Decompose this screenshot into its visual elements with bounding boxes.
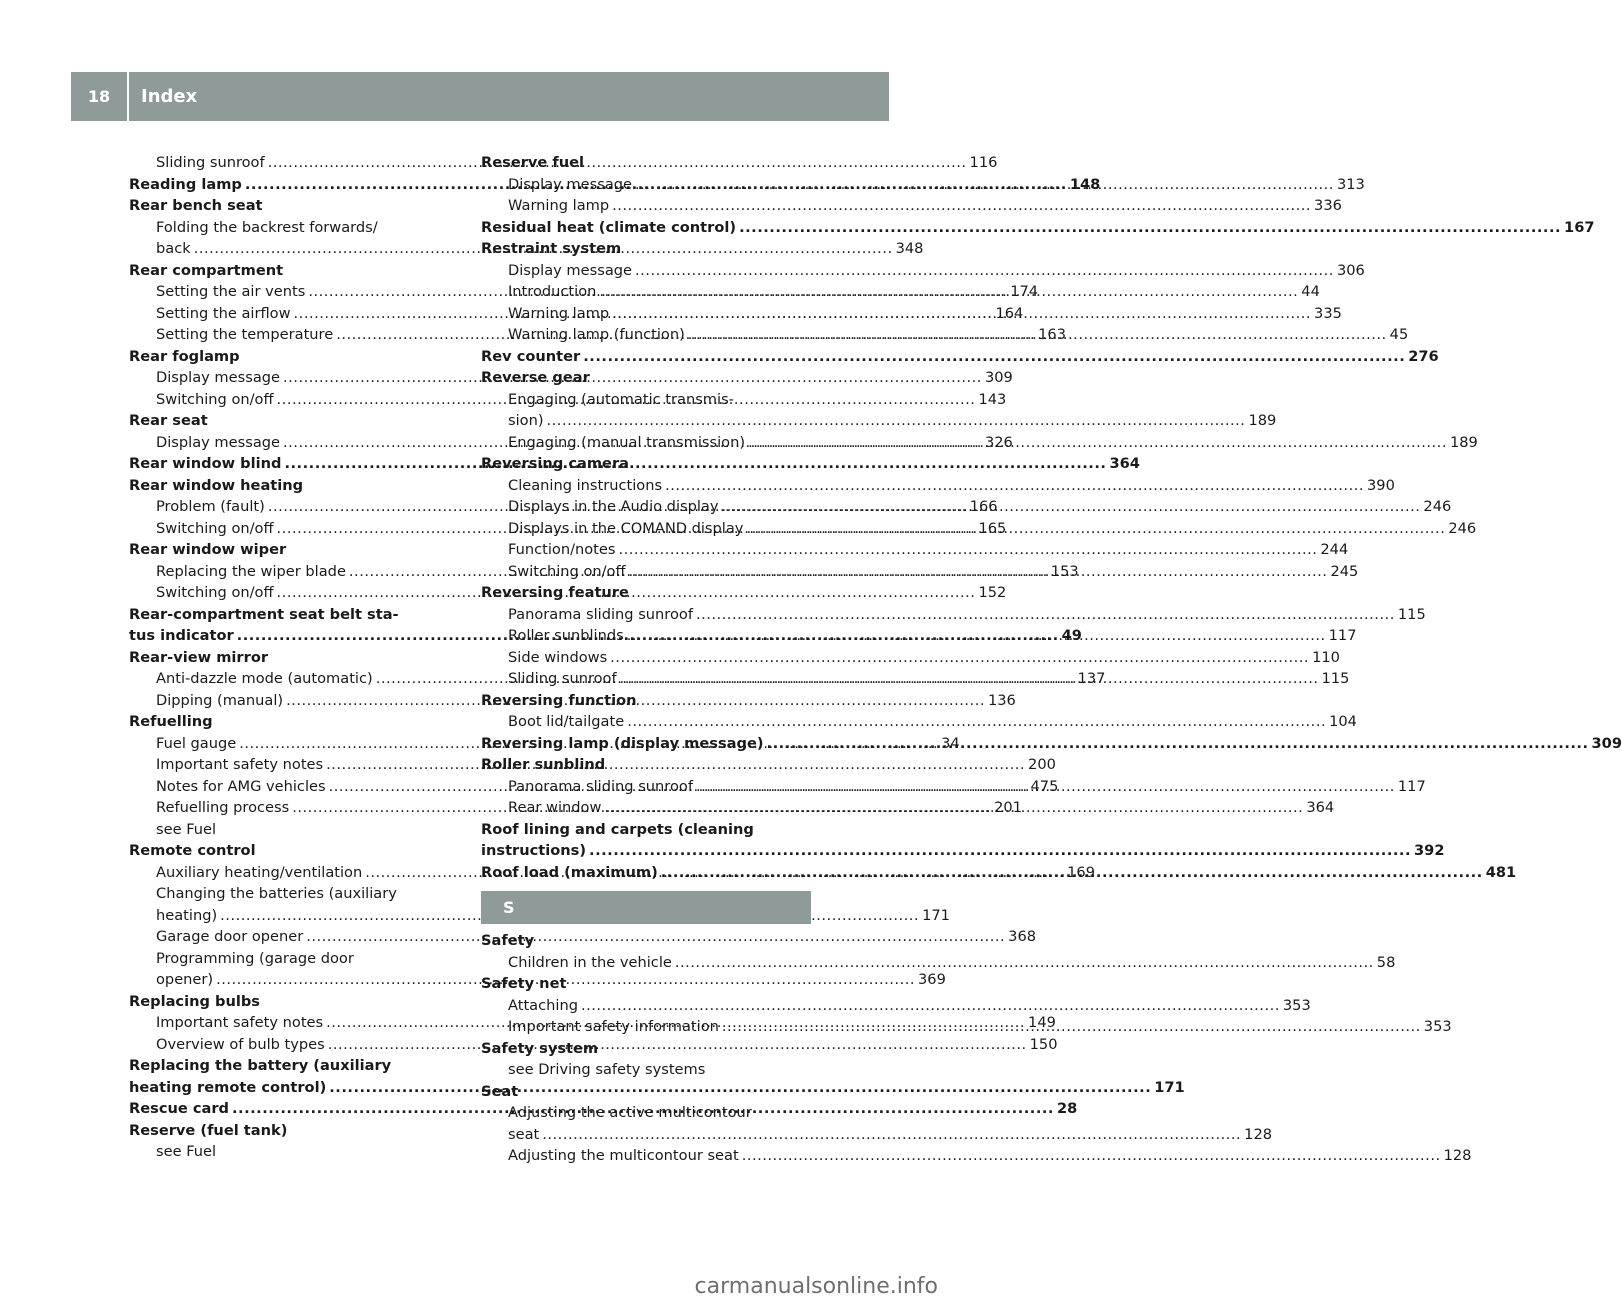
index-subentry bbox=[129, 819, 459, 841]
entry-text: Warning lamp bbox=[508, 304, 610, 322]
index-subentry bbox=[481, 260, 1365, 282]
index-subentry bbox=[481, 647, 1340, 669]
entry-text: Folding the backrest forwards/ bbox=[156, 218, 378, 236]
entry-text: Sliding sunroof bbox=[508, 670, 617, 687]
page-reference[interactable]: 369 bbox=[918, 971, 946, 988]
index-subentry bbox=[481, 1102, 811, 1124]
entry-text: Programming (garage door bbox=[156, 949, 354, 967]
leader-dots bbox=[542, 1124, 1241, 1146]
page-header bbox=[71, 72, 889, 121]
index-entry bbox=[129, 711, 459, 733]
page-reference[interactable]: 153 bbox=[1050, 562, 1079, 580]
entry-text: Seat bbox=[481, 1082, 519, 1100]
page-reference[interactable]: 44 bbox=[1301, 283, 1320, 300]
index-entry bbox=[481, 453, 811, 475]
index-subentry bbox=[481, 1059, 811, 1081]
leader-dots bbox=[661, 862, 1483, 884]
entry-text: Overview of bulb types bbox=[156, 1035, 325, 1053]
page-reference[interactable]: 136 bbox=[987, 691, 1016, 709]
leader-dots bbox=[746, 518, 1445, 540]
page-reference[interactable]: 167 bbox=[1564, 218, 1595, 236]
page-reference[interactable]: 326 bbox=[984, 433, 1013, 451]
entry-text: Adjusting the active multicontour bbox=[508, 1104, 752, 1121]
page-reference[interactable]: 200 bbox=[1028, 756, 1056, 773]
leader-dots bbox=[627, 625, 1326, 647]
page-reference[interactable]: 189 bbox=[1449, 433, 1478, 451]
entry-text: Reversing camera bbox=[481, 455, 629, 472]
index-entry bbox=[129, 475, 459, 497]
entry-text: Residual heat (climate control) bbox=[481, 218, 737, 236]
entry-text: Remote control bbox=[129, 842, 256, 859]
leader-dots bbox=[604, 797, 1303, 819]
leader-dots bbox=[599, 281, 1298, 303]
page-reference[interactable]: 117 bbox=[1397, 777, 1426, 795]
entry-text: Setting the temperature bbox=[156, 326, 334, 343]
entry-text: Important safety notes bbox=[156, 1014, 324, 1031]
page-number: 18 bbox=[87, 87, 111, 106]
page-reference[interactable]: 115 bbox=[1397, 605, 1426, 623]
entry-text: Side windows bbox=[508, 648, 608, 666]
index-subentry bbox=[481, 711, 1357, 733]
entry-text: Panorama sliding sunroof bbox=[508, 777, 693, 795]
entry-text: Reading lamp bbox=[129, 175, 242, 193]
entry-text: Displays in the COMAND display bbox=[508, 519, 744, 537]
entry-text: Rear-view mirror bbox=[129, 648, 269, 666]
leader-dots bbox=[635, 174, 1334, 196]
entry-text: instructions) bbox=[481, 842, 587, 859]
index-entry bbox=[481, 840, 1445, 862]
index-subentry bbox=[481, 1124, 1273, 1146]
entry-text: Displays in the Audio display bbox=[508, 498, 719, 515]
entry-text: Switching on/off bbox=[156, 584, 274, 601]
index-entry bbox=[481, 367, 811, 389]
page-reference[interactable]: 336 bbox=[1314, 197, 1342, 214]
entry-text: Display message bbox=[508, 175, 633, 193]
index-subentry bbox=[481, 1145, 1472, 1167]
page-reference[interactable]: 189 bbox=[1248, 412, 1277, 429]
entry-text: see Fuel bbox=[156, 1143, 217, 1160]
index-entry bbox=[129, 604, 459, 626]
page-reference[interactable]: 245 bbox=[1330, 562, 1359, 580]
index-entry bbox=[481, 1081, 811, 1103]
entry-text: Setting the airflow bbox=[156, 304, 291, 322]
index-entry bbox=[481, 973, 811, 995]
leader-dots bbox=[627, 711, 1326, 733]
index-subentry bbox=[481, 539, 1349, 561]
section-letter-header: S bbox=[481, 891, 811, 924]
entry-text: Adjusting the multicontour seat bbox=[508, 1147, 739, 1164]
page-reference[interactable]: 165 bbox=[978, 519, 1007, 537]
entry-text: Dipping (manual) bbox=[156, 691, 284, 709]
leader-dots bbox=[688, 324, 1387, 346]
entry-text: Function/notes bbox=[508, 541, 616, 558]
entry-text: Replacing the battery (auxiliary bbox=[129, 1057, 392, 1074]
index-subentry bbox=[129, 217, 459, 239]
entry-text: Reversing function bbox=[481, 691, 637, 709]
entry-text: Important safety notes bbox=[156, 756, 324, 773]
entry-text: Display message bbox=[156, 369, 281, 386]
page-reference[interactable]: 149 bbox=[1028, 1014, 1056, 1031]
page-title: Index bbox=[141, 86, 198, 107]
index-entry bbox=[481, 238, 811, 260]
page-reference[interactable]: 353 bbox=[1423, 1018, 1452, 1035]
page-reference[interactable]: 58 bbox=[1376, 953, 1396, 971]
page-reference[interactable]: 128 bbox=[1443, 1147, 1472, 1164]
index-entry bbox=[129, 991, 459, 1013]
entry-text: Switching on/off bbox=[156, 519, 274, 537]
page-reference[interactable]: 244 bbox=[1320, 541, 1349, 558]
index-subentry bbox=[481, 952, 1396, 974]
entry-text: Garage door opener bbox=[156, 928, 304, 945]
page-reference[interactable]: 152 bbox=[978, 584, 1007, 601]
page-reference[interactable]: 309 bbox=[984, 369, 1013, 386]
index-subentry bbox=[129, 905, 950, 927]
page-reference[interactable]: 49 bbox=[1061, 627, 1082, 644]
page-reference[interactable]: 364 bbox=[1109, 455, 1140, 472]
index-entry bbox=[481, 819, 811, 841]
page-reference[interactable]: 246 bbox=[1448, 519, 1477, 537]
page-reference[interactable]: 201 bbox=[994, 799, 1022, 816]
index-entry bbox=[481, 217, 1595, 239]
entry-text: Replacing bulbs bbox=[129, 992, 260, 1010]
entry-text: tus indicator bbox=[129, 627, 234, 644]
entry-text: see Driving safety systems bbox=[508, 1061, 706, 1078]
entry-text: Refuelling bbox=[129, 713, 213, 730]
index-entry bbox=[481, 582, 811, 604]
page-reference[interactable]: 104 bbox=[1329, 713, 1357, 730]
leader-dots bbox=[767, 733, 1589, 755]
index-entry bbox=[129, 539, 459, 561]
page-reference[interactable]: 128 bbox=[1244, 1125, 1273, 1143]
leader-dots bbox=[612, 195, 1311, 217]
entry-text: Switching on/off bbox=[508, 562, 626, 580]
entry-text: Rear window heating bbox=[129, 476, 304, 494]
entry-text: Sliding sunroof bbox=[156, 154, 265, 171]
entry-text: Safety bbox=[481, 932, 535, 949]
index-subentry bbox=[481, 389, 811, 411]
entry-text: Replacing the wiper blade bbox=[156, 562, 346, 580]
page-reference[interactable]: 143 bbox=[978, 390, 1007, 408]
page-reference[interactable]: 150 bbox=[1029, 1035, 1058, 1053]
index-entry bbox=[129, 260, 459, 282]
page-reference[interactable]: 117 bbox=[1328, 627, 1357, 644]
entry-text: Reversing lamp (display message) bbox=[481, 734, 764, 752]
page-reference[interactable]: 45 bbox=[1389, 326, 1409, 343]
leader-dots bbox=[722, 1016, 1421, 1038]
index-entry bbox=[129, 410, 459, 432]
leader-dots bbox=[618, 539, 1317, 561]
leader-dots bbox=[739, 217, 1561, 239]
page-reference[interactable]: 390 bbox=[1367, 476, 1395, 494]
leader-dots bbox=[589, 840, 1411, 862]
index-subentry bbox=[129, 948, 459, 970]
page-reference[interactable]: 110 bbox=[1312, 648, 1340, 666]
page-reference[interactable]: 481 bbox=[1485, 863, 1517, 881]
leader-dots bbox=[696, 776, 1395, 798]
index-subentry bbox=[481, 604, 1426, 626]
page-reference[interactable]: 171 bbox=[922, 906, 950, 924]
index-entry bbox=[129, 346, 459, 368]
entry-text: Roof lining and carpets (cleaning bbox=[481, 820, 754, 838]
leader-dots bbox=[742, 1145, 1441, 1167]
page-reference[interactable]: 276 bbox=[1408, 347, 1439, 365]
entry-text: Restraint system bbox=[481, 240, 622, 257]
index-entry bbox=[481, 930, 811, 952]
page-reference[interactable]: 353 bbox=[1282, 996, 1311, 1014]
page-reference[interactable]: 368 bbox=[1008, 928, 1037, 945]
index-entry bbox=[129, 1055, 459, 1077]
page-reference[interactable]: 335 bbox=[1314, 304, 1342, 322]
index-subentry bbox=[481, 995, 1311, 1017]
entry-text: Reverse gear bbox=[481, 369, 590, 386]
leader-dots bbox=[629, 561, 1328, 583]
entry-text: Changing the batteries (auxiliary bbox=[156, 885, 397, 902]
entry-text: Roller sunblinds bbox=[508, 627, 624, 644]
page-reference[interactable]: 163 bbox=[1038, 326, 1066, 343]
leader-dots bbox=[665, 475, 1364, 497]
leader-dots bbox=[610, 647, 1309, 669]
index-entry bbox=[129, 195, 459, 217]
page-reference[interactable]: 169 bbox=[1067, 863, 1095, 881]
entry-text: Problem (fault) bbox=[156, 498, 265, 515]
page-reference[interactable]: 137 bbox=[1077, 670, 1106, 687]
page-reference[interactable]: 28 bbox=[1056, 1100, 1078, 1117]
index-entry bbox=[129, 840, 459, 862]
entry-text: Notes for AMG vehicles bbox=[156, 777, 326, 795]
page-reference[interactable]: 174 bbox=[1010, 283, 1039, 300]
entry-text: Children in the vehicle bbox=[508, 953, 672, 971]
entry-text: Anti-dazzle mode (automatic) bbox=[156, 670, 373, 687]
entry-text: sion) bbox=[508, 412, 544, 429]
index-entry bbox=[481, 346, 1439, 368]
entry-text: Introduction bbox=[508, 283, 597, 300]
entry-text: Roller sunblind bbox=[481, 756, 606, 773]
entry-text: Attaching bbox=[508, 996, 578, 1014]
page-reference[interactable]: 166 bbox=[969, 498, 998, 515]
leader-dots bbox=[675, 952, 1374, 974]
page-reference[interactable]: 116 bbox=[969, 154, 998, 171]
leader-dots bbox=[696, 604, 1395, 626]
entry-text: Rear foglamp bbox=[129, 347, 240, 365]
entry-text: Rear bench seat bbox=[129, 197, 263, 214]
leader-dots bbox=[547, 410, 1246, 432]
index-entry bbox=[129, 647, 459, 669]
entry-text: Display message bbox=[156, 433, 281, 451]
entry-text: Safety system bbox=[481, 1039, 599, 1057]
index-subentry bbox=[129, 1141, 459, 1163]
page-reference[interactable]: 306 bbox=[1336, 261, 1365, 279]
entry-text: Engaging (automatic transmis- bbox=[508, 390, 734, 408]
index-subentry bbox=[481, 410, 1277, 432]
page-reference[interactable]: 392 bbox=[1414, 842, 1445, 859]
entry-text: Rear window wiper bbox=[129, 541, 287, 558]
entry-text: heating) bbox=[156, 906, 218, 924]
leader-dots bbox=[612, 303, 1311, 325]
entry-text: seat bbox=[508, 1125, 540, 1143]
index-subentry bbox=[129, 883, 459, 905]
leader-dots bbox=[620, 668, 1319, 690]
entry-text: back bbox=[156, 240, 191, 257]
entry-text: Warning lamp bbox=[508, 197, 610, 214]
leader-dots bbox=[722, 496, 1421, 518]
entry-text: Reserve fuel bbox=[481, 154, 585, 171]
leader-dots bbox=[583, 346, 1405, 368]
index-entry bbox=[481, 754, 811, 776]
entry-text: Rear window blind bbox=[129, 455, 282, 472]
index-entry bbox=[129, 1120, 459, 1142]
entry-text: Engaging (manual transmission) bbox=[508, 433, 746, 451]
entry-text: Auxiliary heating/ventilation bbox=[156, 863, 363, 881]
entry-text: heating remote control) bbox=[129, 1078, 327, 1096]
entry-text: Setting the air vents bbox=[156, 283, 306, 300]
entry-text: Reserve (fuel tank) bbox=[129, 1121, 288, 1139]
entry-text: Switching on/off bbox=[156, 390, 274, 408]
entry-text: Rev counter bbox=[481, 347, 581, 365]
index-entry bbox=[481, 690, 811, 712]
entry-text: Rear seat bbox=[129, 412, 208, 429]
page-reference[interactable]: 313 bbox=[1336, 175, 1365, 193]
leader-dots bbox=[748, 432, 1447, 454]
page-reference[interactable]: 148 bbox=[1069, 175, 1101, 193]
page-reference[interactable]: 246 bbox=[1423, 498, 1452, 515]
leader-dots bbox=[581, 995, 1280, 1017]
entry-text: Reversing feature bbox=[481, 584, 629, 601]
entry-text: Warning lamp (function) bbox=[508, 326, 685, 343]
entry-text: Cleaning instructions bbox=[508, 476, 663, 494]
page-reference[interactable]: 348 bbox=[895, 240, 924, 257]
entry-text: Important safety information bbox=[508, 1018, 719, 1035]
entry-text: Fuel gauge bbox=[156, 734, 237, 752]
page-reference[interactable]: 309 bbox=[1591, 734, 1622, 752]
entry-text: Safety net bbox=[481, 975, 567, 992]
page-reference[interactable]: 475 bbox=[1030, 777, 1059, 795]
page-reference[interactable]: 364 bbox=[1306, 799, 1335, 816]
page-reference[interactable]: 34 bbox=[941, 734, 960, 752]
entry-text: Rear-compartment seat belt sta- bbox=[129, 605, 399, 623]
page-reference[interactable]: 115 bbox=[1321, 670, 1350, 687]
entry-text: Refuelling process bbox=[156, 799, 290, 816]
entry-text: Rescue card bbox=[129, 1100, 229, 1117]
entry-text: Boot lid/tailgate bbox=[508, 713, 625, 730]
watermark: carmanualsonline.info bbox=[694, 1274, 938, 1299]
header-divider bbox=[127, 72, 129, 121]
page-reference[interactable]: 171 bbox=[1154, 1078, 1185, 1096]
leader-dots bbox=[635, 260, 1334, 282]
entry-text: opener) bbox=[156, 971, 214, 988]
page-reference[interactable]: 164 bbox=[995, 304, 1024, 322]
entry-text: Rear compartment bbox=[129, 261, 284, 279]
entry-text: Rear window bbox=[508, 799, 602, 816]
entry-text: Roof load (maximum) bbox=[481, 863, 658, 881]
index-entry bbox=[481, 152, 811, 174]
index-entry bbox=[481, 1038, 811, 1060]
entry-text: Display message bbox=[508, 261, 633, 279]
entry-text: Panorama sliding sunroof bbox=[508, 605, 693, 623]
index-subentry bbox=[481, 475, 1395, 497]
index-subentry bbox=[481, 195, 1342, 217]
entry-text: see Fuel bbox=[156, 820, 217, 838]
